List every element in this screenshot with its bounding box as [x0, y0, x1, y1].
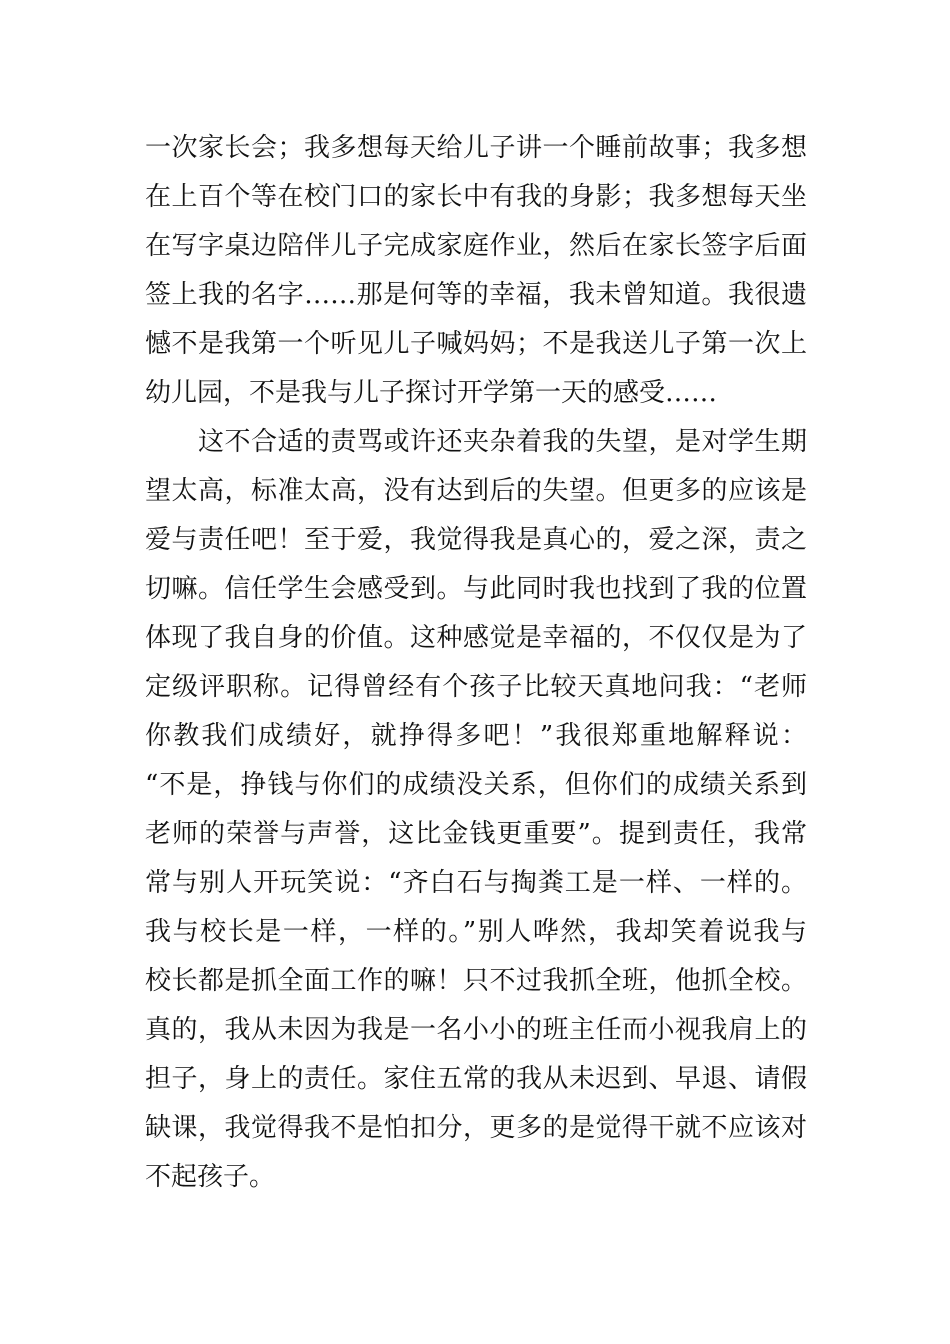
text-line: 切嘛。信任学生会感受到。与此同时我也找到了我的位置 — [145, 574, 807, 604]
text-line: 真的，我从未因为我是一名小小的班主任而小视我肩上的 — [145, 1015, 807, 1045]
text-line: 一次家长会；我多想每天给儿子讲一个睡前故事；我多想 — [145, 133, 807, 163]
text-line: 你教我们成绩好，就挣得多吧！”我很郑重地解释说： — [145, 721, 807, 751]
text-line: 老师的荣誉与声誉，这比金钱更重要”。提到责任，我常 — [145, 819, 807, 849]
text-line: 签上我的名字……那是何等的幸福，我未曾知道。我很遗 — [145, 280, 807, 310]
text-line: 望太高，标准太高，没有达到后的失望。但更多的应该是 — [145, 476, 807, 506]
text-line: “不是，挣钱与你们的成绩没关系，但你们的成绩关系到 — [145, 770, 807, 800]
text-line: 幼儿园，不是我与儿子探讨开学第一天的感受…… — [145, 378, 718, 408]
text-line: 在上百个等在校门口的家长中有我的身影；我多想每天坐 — [145, 182, 807, 212]
text-line: 这不合适的责骂或许还夹杂着我的失望，是对学生期 — [145, 427, 807, 457]
text-line: 不起孩子。 — [145, 1162, 276, 1192]
text-line: 担子，身上的责任。家住五常的我从未迟到、早退、请假 — [145, 1064, 807, 1094]
text-line: 体现了我自身的价值。这种感觉是幸福的，不仅仅是为了 — [145, 623, 807, 653]
text-line: 憾不是我第一个听见儿子喊妈妈；不是我送儿子第一次上 — [145, 329, 807, 359]
text-line: 我与校长是一样，一样的。”别人哗然，我却笑着说我与 — [145, 917, 807, 947]
text-line: 校长都是抓全面工作的嘛！只不过我抓全班，他抓全校。 — [145, 966, 807, 996]
text-line: 定级评职称。记得曾经有个孩子比较天真地问我：“老师 — [145, 672, 807, 702]
body-text — [145, 124, 807, 1202]
text-line: 缺课，我觉得我不是怕扣分，更多的是觉得干就不应该对 — [145, 1113, 807, 1143]
text-line: 常与别人开玩笑说：“齐白石与掏粪工是一样、一样的。 — [145, 868, 807, 898]
text-line: 在写字桌边陪伴儿子完成家庭作业，然后在家长签字后面 — [145, 231, 807, 261]
text-line: 爱与责任吧！至于爱，我觉得我是真心的，爱之深，责之 — [145, 525, 807, 555]
